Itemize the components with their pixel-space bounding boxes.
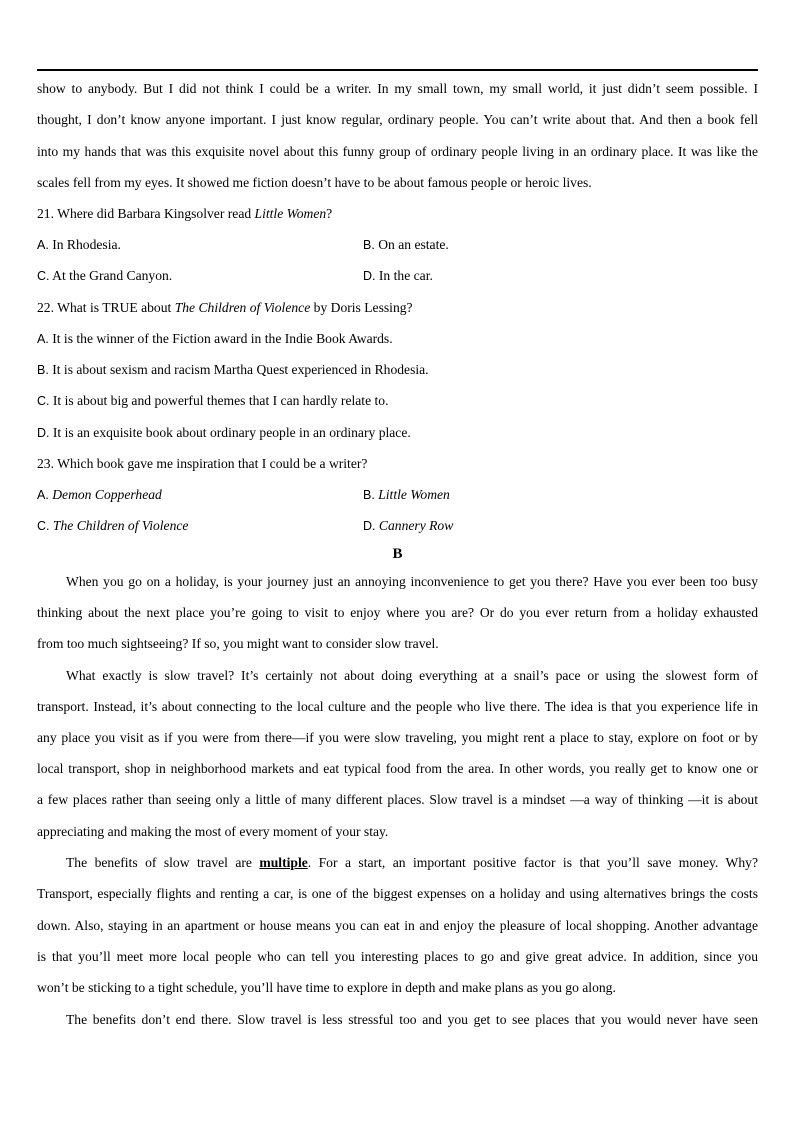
option-text: Cannery Row bbox=[378, 518, 454, 533]
p3-first-post: . For a start, an important positive factor is that you’ll save money. Why? bbox=[307, 855, 758, 870]
option-label: B. bbox=[37, 363, 49, 377]
option-text: On an estate. bbox=[374, 237, 449, 252]
option-label: A. bbox=[37, 332, 49, 346]
option-text: Demon Copperhead bbox=[52, 487, 162, 502]
question-23-option-d[interactable] bbox=[363, 518, 758, 534]
option-text: It is about sexism and racism Martha Quest experienced in Rhodesia. bbox=[48, 362, 429, 377]
option-text: It is about big and powerful themes that I can hardly relate to. bbox=[49, 393, 389, 408]
option-label: A. bbox=[37, 488, 49, 502]
section-b-p1-line-2: thinking about the next place you’re going to visit to enjoy where you are? Or do you ever return from a holiday exhausted bbox=[37, 605, 758, 620]
option-text: It is an exquisite book about ordinary people in an ordinary place. bbox=[49, 425, 411, 440]
option-label: D. bbox=[363, 269, 376, 283]
option-label: B. bbox=[363, 488, 375, 502]
option-text: In the car. bbox=[375, 268, 433, 283]
question-22-stem bbox=[37, 300, 758, 316]
keyword-multiple: multiple bbox=[259, 855, 308, 870]
section-b-p4-line-1: The benefits don’t end there. Slow travel is less stressful too and you get to see places that you would never have seen bbox=[66, 1012, 758, 1027]
section-b-p2-line-1: What exactly is slow travel? It’s certainly not about doing everything at a snail’s pace or using the slowest form of bbox=[66, 668, 758, 683]
section-b-p1-line-3: from too much sightseeing? If so, you might want to consider slow travel. bbox=[37, 636, 439, 651]
question-21-stem bbox=[37, 206, 758, 222]
section-heading: B bbox=[392, 546, 403, 562]
section-b-p3-line-3: down. Also, staying in an apartment or house means you can eat in and enjoy the pleasure of local shopping. Another advantage bbox=[37, 918, 758, 933]
question-22-option-a[interactable] bbox=[37, 331, 758, 347]
section-b-p2-line-2: transport. Instead, it’s about connecting to the local culture and the people who live there. The idea is that you experience life in bbox=[37, 699, 758, 714]
section-b-p1-line-1: When you go on a holiday, is your journey just an annoying inconvenience to get you there? Have you ever been too busy bbox=[66, 574, 758, 589]
section-b-p2-line-6: appreciating and making the most of every moment of your stay. bbox=[37, 824, 389, 839]
section-b-p2-line-4: local transport, shop in neighborhood markets and eat typical food from the area. In other words, you really get to know one or bbox=[37, 761, 758, 776]
question-22-stem-title: The Children of Violence bbox=[174, 300, 311, 315]
option-label: A. bbox=[37, 238, 49, 252]
option-label: D. bbox=[37, 426, 50, 440]
question-23-option-b[interactable] bbox=[363, 487, 758, 503]
question-21-stem-title: Little Women bbox=[254, 206, 327, 221]
question-21-option-b[interactable] bbox=[363, 237, 758, 253]
question-22-option-c[interactable] bbox=[37, 393, 758, 409]
section-b-p2-line-5: a few places rather than seeing only a little of many different places. Slow travel is a mindset —a way of thinking —it is about bbox=[37, 792, 758, 807]
question-21-stem-post: ? bbox=[326, 206, 333, 221]
question-23-stem: 23. Which book gave me inspiration that I could be a writer? bbox=[37, 456, 368, 471]
section-b-p3-line-2: Transport, especially flights and renting a car, is one of the biggest expenses on a holiday and using alternatives brings the costs bbox=[37, 886, 758, 901]
option-text: At the Grand Canyon. bbox=[49, 268, 173, 283]
passage-a-line-4: scales fell from my eyes. It showed me fiction doesn’t have to be about famous people or heroic lives. bbox=[37, 175, 592, 190]
question-22-stem-pre: 22. What is TRUE about bbox=[37, 300, 175, 315]
question-22-option-d[interactable] bbox=[37, 425, 758, 441]
option-label: C. bbox=[37, 394, 50, 408]
option-text: The Children of Violence bbox=[52, 518, 189, 533]
option-text: In Rhodesia. bbox=[48, 237, 121, 252]
question-22-stem-post: by Doris Lessing? bbox=[310, 300, 413, 315]
option-label: B. bbox=[363, 238, 375, 252]
section-b-p2-line-3: any place you visit as if you were from there—if you were slow traveling, you might rent a place to stay, explore on foot or by bbox=[37, 730, 758, 745]
section-b-p3-line-1 bbox=[66, 855, 758, 871]
passage-a-line-1: show to anybody. But I did not think I could be a writer. In my small town, my small world, it just didn’t seem possible. I bbox=[37, 81, 758, 96]
passage-a-line-3: into my hands that was this exquisite novel about this funny group of ordinary people living in an ordinary place. It was like the bbox=[37, 144, 758, 159]
question-21-stem-pre: 21. Where did Barbara Kingsolver read bbox=[37, 206, 255, 221]
option-label: D. bbox=[363, 519, 376, 533]
section-b-p3-line-5: won’t be sticking to a tight schedule, you’ll have time to explore in depth and make plans as you go along. bbox=[37, 980, 616, 995]
option-label: C. bbox=[37, 269, 50, 283]
question-22-option-b[interactable] bbox=[37, 362, 758, 378]
top-rule bbox=[37, 69, 758, 71]
passage-a-line-2: thought, I don’t know anyone important. I just know regular, ordinary people. You can’t write about that. And then a book fell bbox=[37, 112, 758, 127]
option-label: C. bbox=[37, 519, 50, 533]
p3-first-pre: The benefits of slow travel are bbox=[66, 855, 260, 870]
option-text: It is the winner of the Fiction award in the Indie Book Awards. bbox=[48, 331, 393, 346]
option-text: Little Women bbox=[378, 487, 450, 502]
question-21-option-d[interactable] bbox=[363, 268, 758, 284]
section-b-p3-line-4: is that you’ll meet more local people who can tell you interesting places to go and give great advice. In addition, since you bbox=[37, 949, 758, 964]
